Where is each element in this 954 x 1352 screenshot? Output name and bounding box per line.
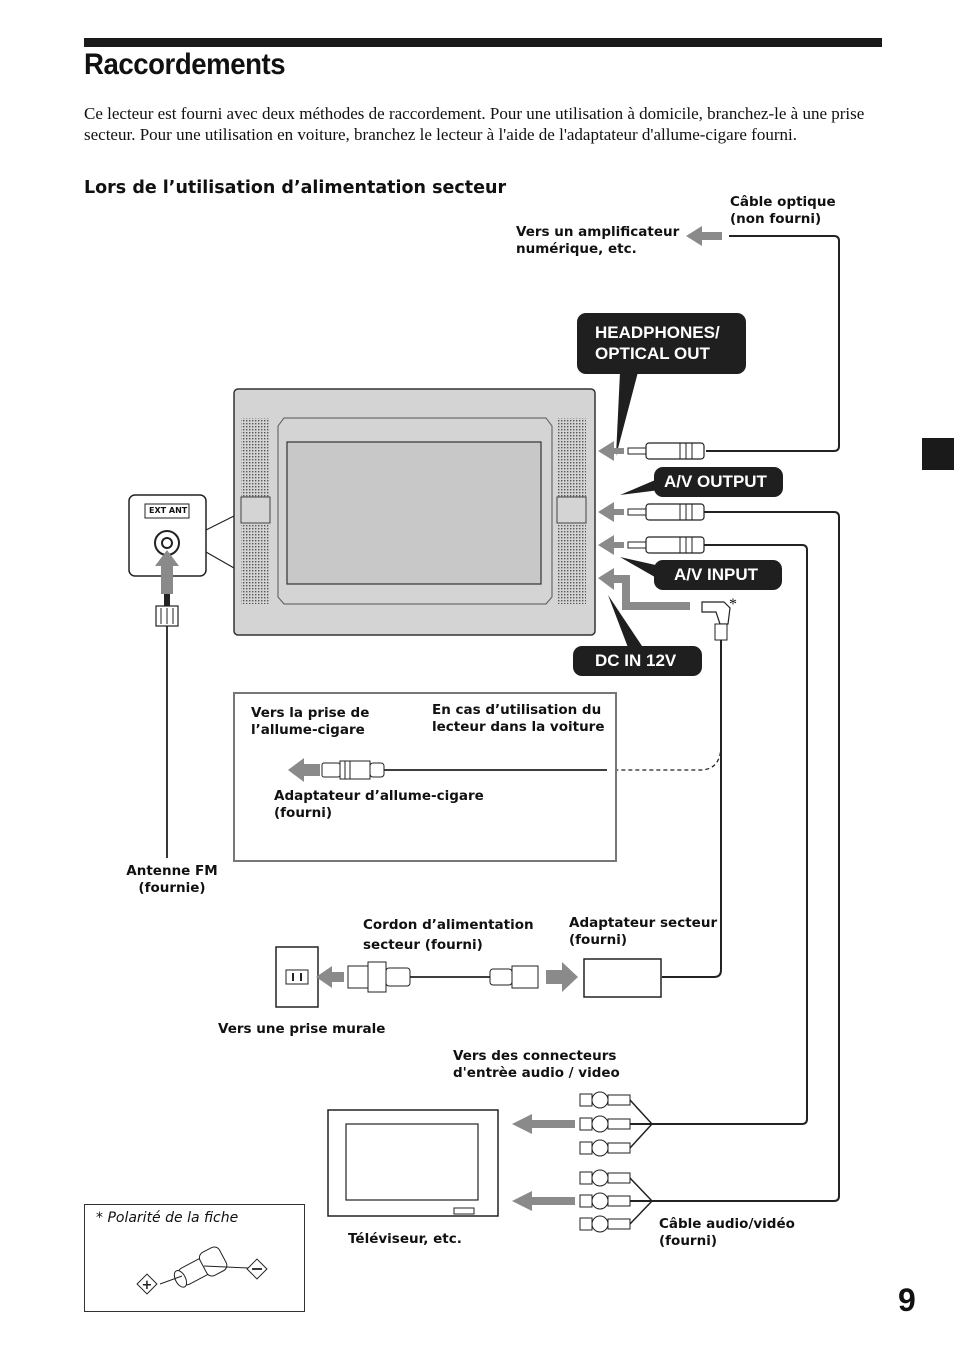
ext-ant-label: EXT ANT	[149, 506, 188, 515]
headphones-optical-out-label: HEADPHONES/ OPTICAL OUT	[577, 313, 746, 374]
car-use-label: En cas d’utilisation du lecteur dans la voiture	[432, 702, 605, 735]
intro-paragraph: Ce lecteur est fourni avec deux méthodes de raccordement. Pour une utilisation à domicile, branchez-le à une prise secteur. Pour une utilisation en voiture, branchez le lecteur à l'aide de l'adaptateur d'allume-cigare fourni.	[84, 104, 865, 144]
rca-plugs-bottom	[580, 1170, 652, 1232]
fm-antenna	[155, 550, 179, 858]
headphones-pointer	[616, 372, 638, 456]
section-tab-marker	[922, 438, 954, 470]
av-input-label: A/V INPUT	[654, 560, 782, 590]
fm-antenna-label: Antenne FM (fournie)	[126, 863, 218, 896]
portable-player	[234, 389, 595, 635]
svg-text:+: +	[141, 1278, 153, 1293]
section-heading: Lors de l’utilisation d’alimentation secteur	[84, 178, 507, 198]
polarity-note: * Polarité de la fiche	[96, 1210, 239, 1226]
ac-adapter-label: Adaptateur secteur (fourni)	[569, 915, 718, 948]
wall-outlet-label: Vers une prise murale	[218, 1021, 386, 1037]
tv-label: Téléviseur, etc.	[348, 1231, 462, 1247]
av-connectors-label: Vers des connecteurs d'entrèe audio / video	[453, 1048, 620, 1081]
cigar-adapter-label: Adaptateur d’allume-cigare (fourni)	[274, 788, 484, 821]
av-cable-label: Câble audio/vidéo (fourni)	[659, 1216, 795, 1249]
ac-adapter	[584, 959, 661, 997]
av-output-label: A/V OUTPUT	[654, 467, 783, 497]
cigar-socket-label: Vers la prise de l’allume-cigare	[251, 705, 370, 738]
optical-plug	[598, 441, 704, 461]
wall-outlet	[276, 947, 318, 1007]
rca-plugs-top	[580, 1092, 652, 1156]
amplifier-label: Vers un amplificateur numérique, etc.	[516, 224, 680, 257]
page-title: Raccordements	[84, 48, 286, 81]
tv-arrow-top	[512, 1114, 575, 1134]
dc-in-label: DC IN 12V	[573, 646, 702, 676]
av-input-plug	[598, 535, 807, 1124]
optical-cable-label: Câble optique (non fourni)	[730, 194, 836, 227]
tv-arrow-bottom	[512, 1191, 575, 1211]
television	[328, 1110, 498, 1216]
page-number: 9	[898, 1282, 916, 1318]
asterisk-mark: *	[729, 596, 737, 613]
power-cord	[316, 962, 578, 992]
power-cord-label: Cordon d’alimentation secteur (fourni)	[363, 917, 534, 953]
